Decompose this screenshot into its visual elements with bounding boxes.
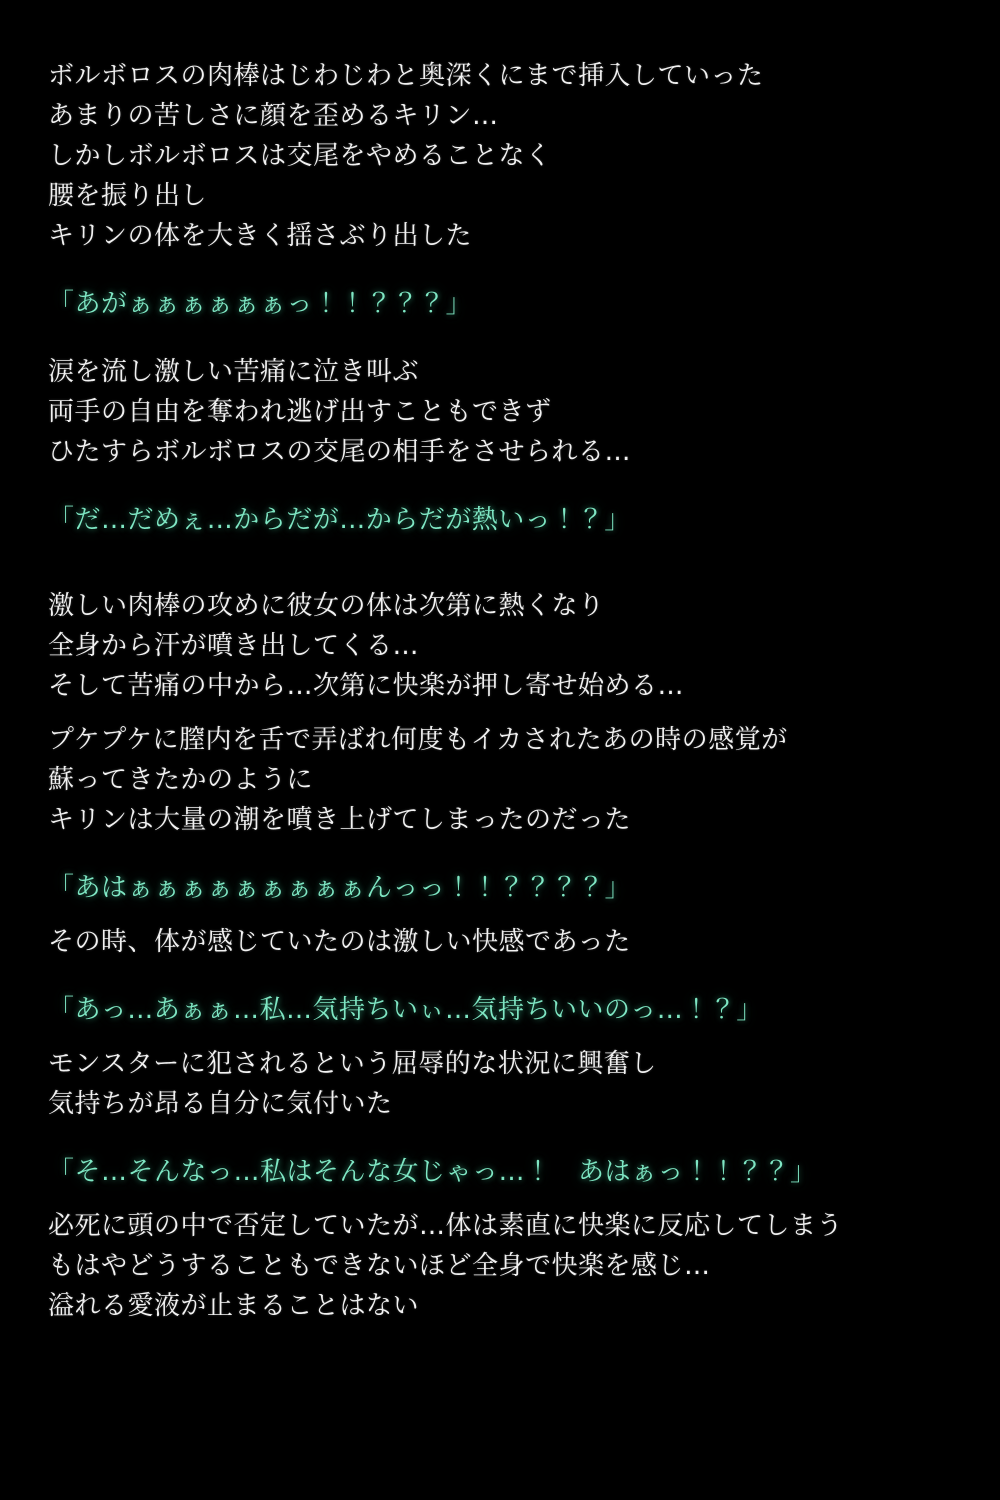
block-spacer (48, 962, 952, 990)
narration-line: 全身から汗が噴き出してくる… (48, 631, 420, 661)
narration-line: あまりの苦しさに顔を歪めるキリン… (48, 101, 499, 131)
dialogue-line: 「あっ…あぁぁ…私…気持ちいぃ…気持ちいいのっ…！？」 (48, 995, 763, 1025)
narration-line: 激しい肉棒の攻めに彼女の体は次第に熱くなり (48, 591, 605, 621)
narration-block (48, 720, 952, 840)
dialogue-block (48, 500, 952, 540)
narration-line: しかしボルボロスは交尾をやめることなく (48, 141, 552, 171)
narration-block (48, 56, 952, 256)
dialogue-block (48, 990, 952, 1030)
block-spacer (48, 1030, 952, 1044)
dialogue-block (48, 1152, 952, 1192)
block-spacer (48, 472, 952, 500)
narration-block (48, 922, 952, 962)
block-spacer (48, 840, 952, 868)
block-spacer (48, 1192, 952, 1206)
block-spacer (48, 1326, 952, 1340)
dialogue-line: 「そ…そんなっ…私はそんな女じゃっ…！ あはぁっ！！？？」 (48, 1157, 817, 1187)
block-spacer (48, 706, 952, 720)
narration-line: ボルボロスの肉棒はじわじわと奥深くにまで挿入していった (48, 61, 764, 91)
block-spacer (48, 324, 952, 352)
dialogue-line: 「だ…だめぇ…からだが…からだが熱いっ！？」 (48, 505, 631, 535)
block-spacer (48, 256, 952, 284)
narration-line: 蘇ってきたかのように (48, 765, 314, 795)
narration-line: キリンの体を大きく揺さぶり出した (48, 221, 473, 251)
narration-line: 腰を振り出し (48, 181, 208, 211)
dialogue-block (48, 284, 952, 324)
dialogue-line: 「あがぁぁぁぁぁぁっ！！？？？」 (48, 289, 473, 319)
narration-block (48, 1044, 952, 1124)
narration-line: もはやどうすることもできないほど全身で快楽を感じ… (48, 1251, 711, 1281)
narration-line: そして苦痛の中から…次第に快楽が押し寄せ始める… (48, 671, 685, 701)
narration-line: 必死に頭の中で否定していたが…体は素直に快楽に反応してしまう (48, 1211, 844, 1241)
narration-block (48, 352, 952, 472)
narration-line: キリンは大量の潮を噴き上げてしまったのだった (48, 805, 632, 835)
narration-line: モンスターに犯されるという屈辱的な状況に興奮し (48, 1049, 657, 1079)
narration-line: プケプケに膣内を舌で弄ばれ何度もイカされたあの時の感覚が (48, 725, 788, 755)
narration-line: 涙を流し激しい苦痛に泣き叫ぶ (48, 357, 420, 387)
narration-line: その時、体が感じていたのは激しい快感であった (48, 927, 631, 957)
block-spacer (48, 540, 952, 586)
narration-line: 気持ちが昂る自分に気付いた (48, 1089, 393, 1119)
narration-line: 両手の自由を奪われ逃げ出すこともできず (48, 397, 552, 427)
block-spacer (48, 908, 952, 922)
narration-block (48, 586, 952, 706)
dialogue-line: 「あはぁぁぁぁぁぁぁぁぁんっっ！！？？？？」 (48, 873, 632, 903)
narration-block (48, 1206, 952, 1326)
narration-line: 溢れる愛液が止まることはない (48, 1291, 420, 1321)
dialogue-block (48, 868, 952, 908)
block-spacer (48, 1124, 952, 1152)
narration-line: ひたすらボルボロスの交尾の相手をさせられる… (48, 437, 632, 467)
